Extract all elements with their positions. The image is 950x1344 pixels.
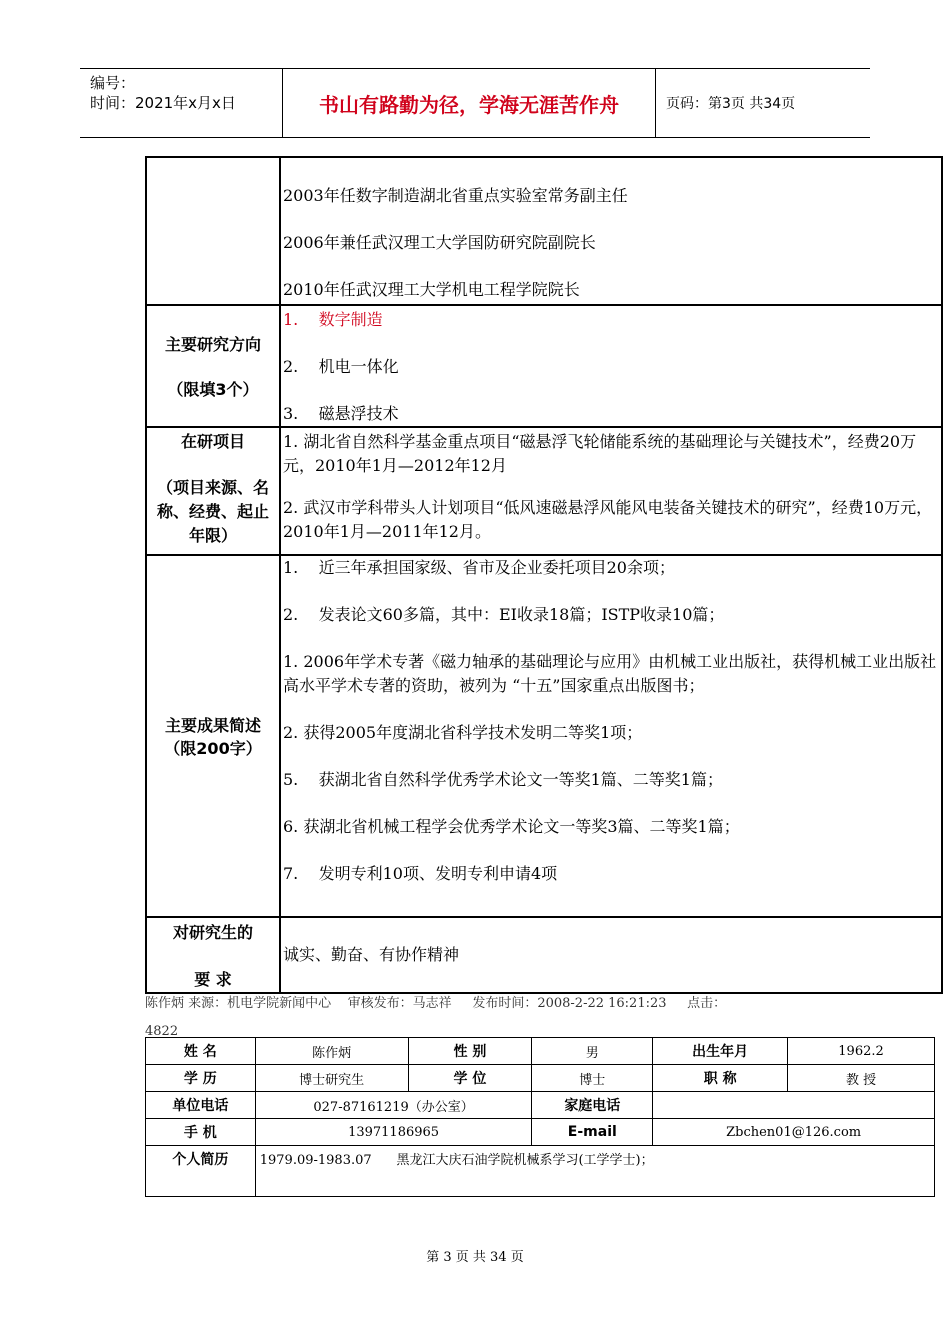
- header-page-info: 页码：第3页 共34页: [666, 96, 796, 112]
- birth-label: 出生年月: [653, 1038, 788, 1065]
- projects-label: [147, 428, 281, 554]
- title-value: 教 授: [788, 1065, 935, 1092]
- requirements-label-note: 要 求: [194, 970, 232, 989]
- research-item: 3. 磁悬浮技术: [283, 404, 399, 423]
- career-line: 2003年任数字制造湖北省重点实验室常务副主任: [283, 186, 628, 205]
- research-content: [281, 306, 941, 426]
- office-phone-value: 027-87161219（办公室）: [255, 1092, 532, 1119]
- page-header: [80, 68, 870, 138]
- home-phone-value: [653, 1092, 935, 1119]
- research-item: 2. 机电一体化: [283, 357, 399, 376]
- office-phone-label: 单位电话: [146, 1092, 256, 1119]
- research-item: 1. 数字制造: [283, 310, 383, 329]
- education-label: 学 历: [146, 1065, 256, 1092]
- personal-info-table: [145, 1037, 935, 1197]
- career-label: [147, 158, 281, 304]
- header-meta: [80, 69, 280, 137]
- gender-label: 性 别: [408, 1038, 532, 1065]
- achievement-item: 2. 发表论文60多篇，其中：EI收录18篇；ISTP收录10篇；: [283, 605, 725, 624]
- mobile-label: 手 机: [146, 1119, 256, 1146]
- info-row: [146, 1038, 935, 1065]
- achievements-label: [147, 556, 281, 916]
- achievements-content: [281, 556, 941, 916]
- birth-value: 1962.2: [788, 1038, 935, 1065]
- research-label: [147, 306, 281, 426]
- title-label: 职 称: [653, 1065, 788, 1092]
- projects-label-title: 在研项目: [180, 432, 245, 451]
- research-label-title: 主要研究方向: [164, 335, 261, 354]
- news-view-count: 4822: [145, 1024, 179, 1039]
- requirements-content: [281, 918, 941, 992]
- degree-label: 学 位: [408, 1065, 532, 1092]
- achievement-item: 7. 发明专利10项、发明专利申请4项: [283, 864, 558, 883]
- achievements-label-title: 主要成果简述: [164, 716, 261, 735]
- requirements-label-title: 对研究生的: [172, 923, 253, 942]
- header-motto: 书山有路勤为径，学海无涯苦作舟: [282, 69, 656, 137]
- achievement-item: 2. 获得2005年度湖北省科学技术发明二等奖1项；: [283, 723, 643, 742]
- email-label: E-mail: [532, 1119, 653, 1146]
- projects-row: [147, 428, 941, 556]
- education-value: 博士研究生: [255, 1065, 408, 1092]
- research-label-note: （限填3个）: [167, 380, 259, 399]
- projects-label-note: （项目来源、名称、经费、起止年限）: [156, 478, 269, 545]
- requirements-label: [147, 918, 281, 992]
- mobile-value: 13971186965: [255, 1119, 532, 1146]
- info-row: [146, 1146, 935, 1197]
- home-phone-label: 家庭电话: [532, 1092, 653, 1119]
- research-row: [147, 306, 941, 428]
- info-row: [146, 1065, 935, 1092]
- achievement-item: 5. 获湖北省自然科学优秀学术论文一等奖1篇、二等奖1篇；: [283, 770, 723, 789]
- project-item: 2. 武汉市学科带头人计划项目“低风速磁悬浮风能风电装备关键技术的研究”，经费10万元，2010年1月—2011年12月。: [283, 498, 933, 541]
- career-line: 2006年兼任武汉理工大学国防研究院副院长: [283, 233, 596, 252]
- page-number: 第 3 页 共 34 页: [426, 1250, 524, 1265]
- bio-label: 个人简历: [146, 1146, 256, 1197]
- requirements-row: [147, 918, 941, 992]
- profile-table: [145, 156, 943, 994]
- serial-label: 编号：: [90, 74, 136, 92]
- info-row: [146, 1119, 935, 1146]
- achievement-item: 1. 2006年学术专著《磁力轴承的基础理论与应用》由机械工业出版社，获得机械工业出版社高水平学术专著的资助，被列为 “十五”国家重点出版图书；: [283, 652, 937, 695]
- career-content: [281, 158, 941, 304]
- projects-content: [281, 428, 941, 554]
- bio-value: 1979.09-1983.07 黑龙江大庆石油学院机械系学习(工学学士)；: [255, 1146, 934, 1197]
- name-label: 姓 名: [146, 1038, 256, 1065]
- career-line: 2010年任武汉理工大学机电工程学院院长: [283, 280, 580, 299]
- achievement-item: 1. 近三年承担国家级、省市及企业委托项目20余项；: [283, 558, 675, 577]
- email-value: Zbchen01@126.com: [653, 1119, 935, 1146]
- achievements-label-note: （限200字）: [164, 739, 262, 758]
- requirements-text: 诚实、勤奋、有协作精神: [283, 945, 460, 964]
- name-value: 陈作炳: [255, 1038, 408, 1065]
- gender-value: 男: [532, 1038, 653, 1065]
- achievements-row: [147, 556, 941, 918]
- degree-value: 博士: [532, 1065, 653, 1092]
- info-row: [146, 1092, 935, 1119]
- news-source-meta: 陈作炳 来源：机电学院新闻中心 审核发布：马志祥 发布时间：2008-2-22 16:21:23 点击：: [145, 996, 727, 1011]
- achievement-item: 6. 获湖北省机械工程学会优秀学术论文一等奖3篇、二等奖1篇；: [283, 817, 740, 836]
- time-label: 时间：2021年x月x日: [90, 94, 236, 112]
- project-item: 1. 湖北省自然科学基金重点项目“磁悬浮飞轮储能系统的基础理论与关键技术”，经费20万元，2010年1月—2012年12月: [283, 432, 917, 475]
- career-row: [147, 158, 941, 306]
